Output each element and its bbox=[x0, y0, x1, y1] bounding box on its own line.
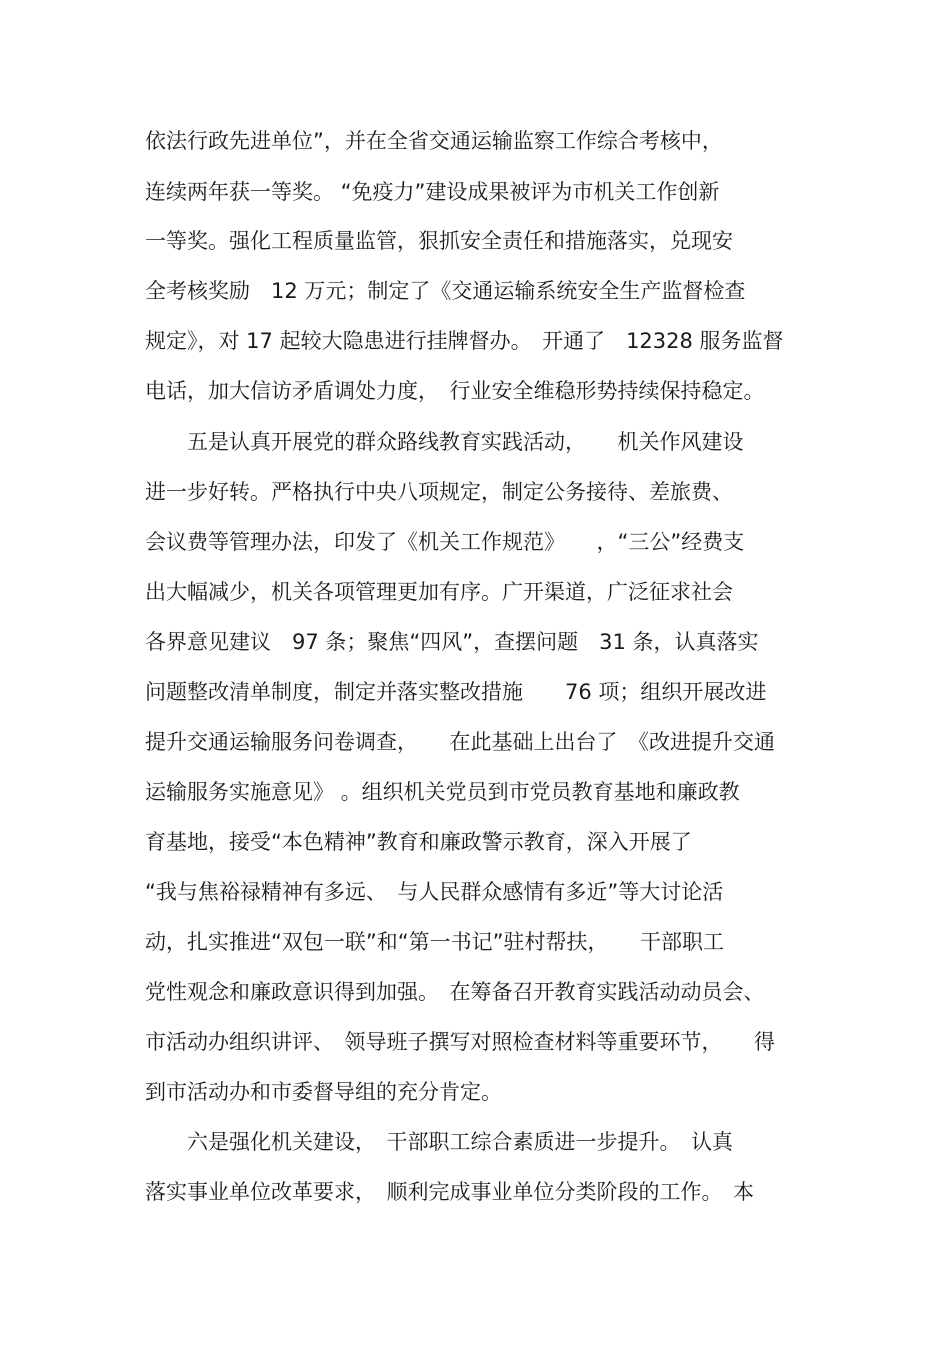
text-line: 出大幅减少，机关各项管理更加有序。广开渠道，广泛征求社会 bbox=[145, 580, 733, 604]
text-line: 六是强化机关建设， 干部职工综合素质进一步提升。 认真 bbox=[145, 1130, 733, 1154]
text-line: 提升交通运输服务问卷调查， 在此基础上出台了 《改进提升交通 bbox=[145, 730, 775, 754]
text-line: 市活动办组织讲评、 领导班子撰写对照检查材料等重要环节， 得 bbox=[145, 1030, 775, 1054]
text-line: 到市活动办和市委督导组的充分肯定。 bbox=[145, 1080, 502, 1104]
text-line: 一等奖。强化工程质量监管，狠抓安全责任和措施落实，兑现安 bbox=[145, 229, 733, 253]
text-line: 五是认真开展党的群众路线教育实践活动， 机关作风建设 bbox=[145, 430, 744, 454]
text-line: 动，扎实推进“双包一联”和“第一书记”驻村帮扶， 干部职工 bbox=[145, 930, 725, 954]
text-line: 全考核奖励 12 万元；制定了《交通运输系统安全生产监督检查 bbox=[145, 279, 746, 303]
text-line: 运输服务实施意见》 。组织机关党员到市党员教育基地和廉政教 bbox=[145, 780, 740, 804]
text-line: 连续两年获一等奖。 “免疫力”建设成果被评为市机关工作创新 bbox=[145, 180, 720, 204]
text-line: “我与焦裕禄精神有多远、 与人民群众感情有多近”等大讨论活 bbox=[145, 880, 724, 904]
text-line: 依法行政先进单位”，并在全省交通运输监察工作综合考核中， bbox=[145, 129, 723, 153]
text-line: 会议费等管理办法，印发了《机关工作规范》 ，“三公”经费支 bbox=[145, 530, 745, 554]
text-line: 育基地，接受“本色精神”教育和廉政警示教育，深入开展了 bbox=[145, 830, 692, 854]
text-line: 落实事业单位改革要求， 顺利完成事业单位分类阶段的工作。 本 bbox=[145, 1180, 754, 1204]
text-line: 电话，加大信访矛盾调处力度， 行业安全维稳形势持续保持稳定。 bbox=[145, 379, 765, 403]
text-line: 党性观念和廉政意识得到加强。 在筹备召开教育实践活动动员会、 bbox=[145, 980, 765, 1004]
text-line: 规定》，对 17 起较大隐患进行挂牌督办。 开通了 12328 服务监督 bbox=[145, 329, 784, 353]
text-line: 问题整改清单制度，制定并落实整改措施 76 项；组织开展改进 bbox=[145, 680, 767, 704]
text-line: 进一步好转。严格执行中央八项规定，制定公务接待、差旅费、 bbox=[145, 480, 733, 504]
text-line: 各界意见建议 97 条；聚焦“四风”，查摆问题 31 条，认真落实 bbox=[145, 630, 759, 654]
